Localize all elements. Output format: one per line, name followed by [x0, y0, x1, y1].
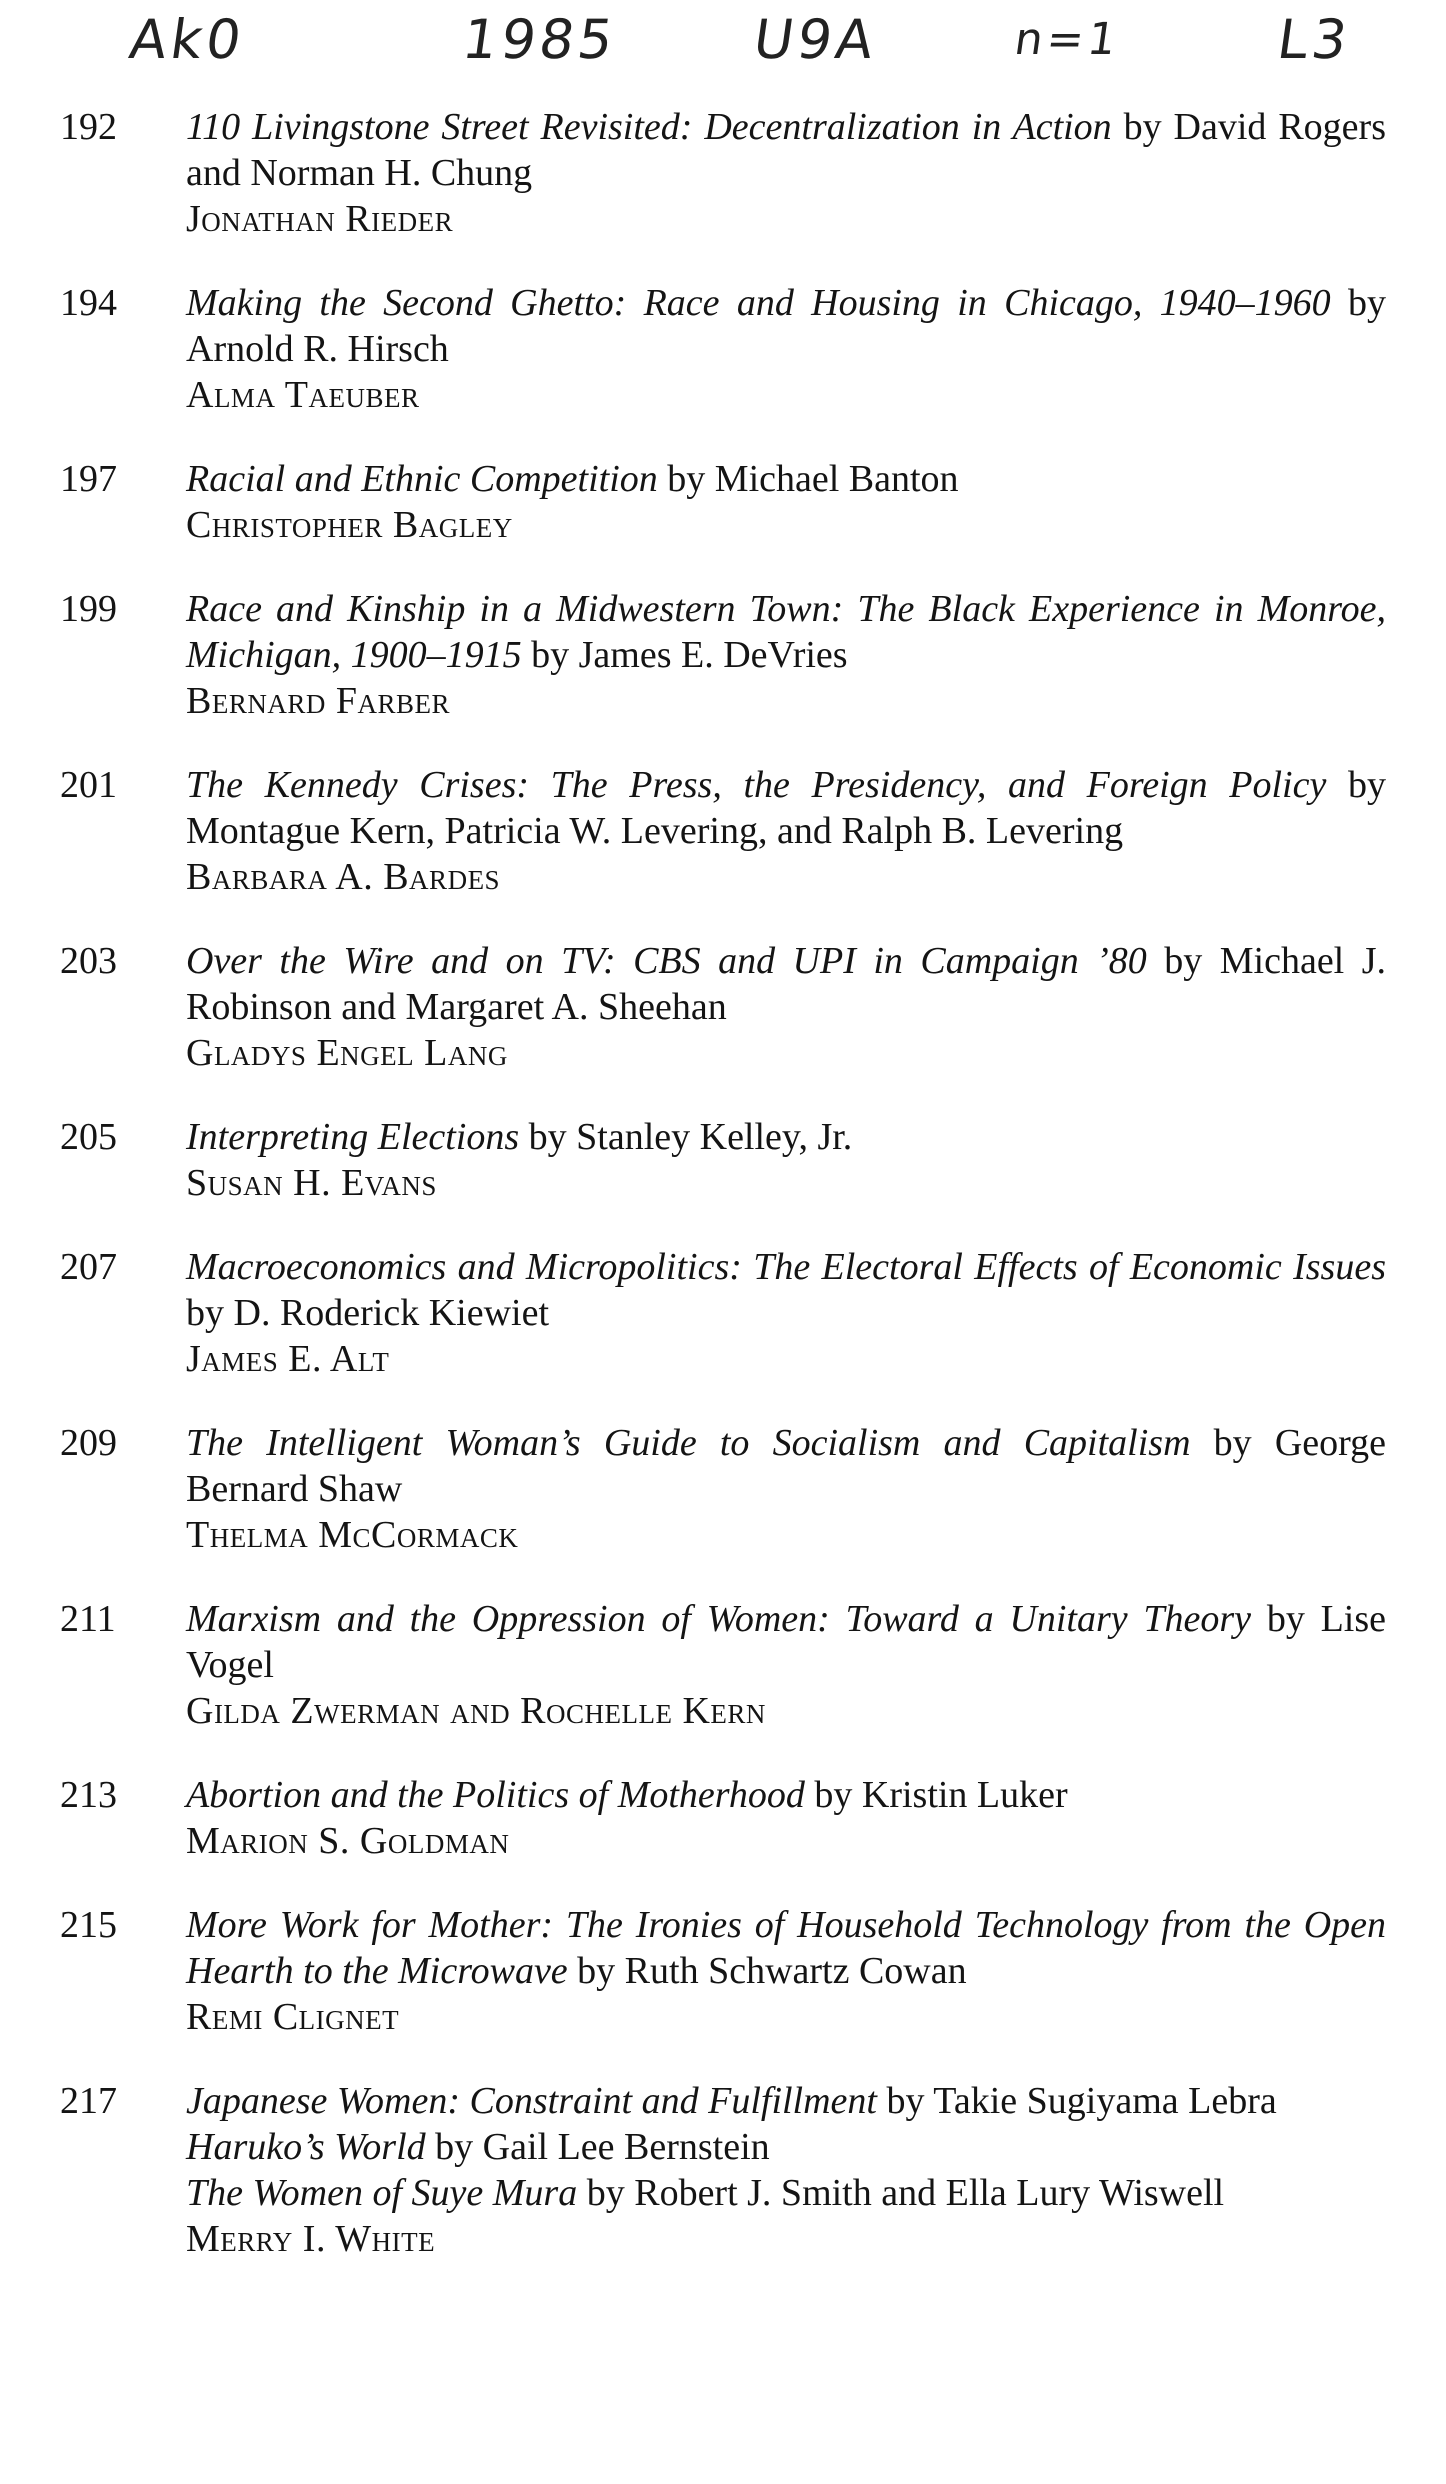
contents-entry: [0, 1244, 1446, 1382]
book-title: The Kennedy Crises: The Press, the Presidency, and Foreign Policy: [186, 764, 1327, 806]
book-title: Race and Kinship in a Midwestern Town: The Black Experience in Monroe, Michigan, 1900–1915: [186, 588, 1386, 676]
contents-entry: [0, 2078, 1446, 2262]
page-number: 209: [60, 1422, 117, 1464]
book-author: by George Bernard Shaw: [186, 1422, 1386, 1510]
page-number: 194: [60, 282, 117, 324]
entry-body: [186, 586, 1386, 724]
book-title: Abortion and the Politics of Motherhood: [186, 1774, 805, 1816]
reviewer-name: Merry I. White: [186, 2218, 436, 2260]
book-citation: [186, 762, 1386, 854]
book-title: Haruko’s World: [186, 2126, 426, 2168]
page-number: 213: [60, 1774, 117, 1816]
entry-body: [186, 1596, 1386, 1734]
book-title: The Intelligent Woman’s Guide to Socialism and Capitalism: [186, 1422, 1191, 1464]
page-number: 197: [60, 458, 117, 500]
contents-entry: [0, 1596, 1446, 1734]
contents-entry: [0, 456, 1446, 548]
book-citation: [186, 1902, 1386, 1994]
page-number: 207: [60, 1246, 117, 1288]
book-author: by Robert J. Smith and Ella Lury Wiswell: [577, 2172, 1225, 2214]
book-title: Racial and Ethnic Competition: [186, 458, 658, 500]
book-citation: [186, 280, 1386, 372]
entry-body: [186, 938, 1386, 1076]
entry-body: [186, 280, 1386, 418]
contents-entry: [0, 104, 1446, 242]
book-author: by D. Roderick Kiewiet: [186, 1292, 550, 1334]
book-author: by Kristin Luker: [804, 1774, 1068, 1816]
entry-body: [186, 1420, 1386, 1558]
book-citation: [186, 104, 1386, 196]
entry-body: [186, 1114, 1386, 1206]
book-author: by James E. DeVries: [521, 634, 848, 676]
reviewer-name: Alma Taeuber: [186, 374, 420, 416]
entry-body: [186, 104, 1386, 242]
book-author: by Michael Banton: [657, 458, 959, 500]
book-author: by Takie Sugiyama Lebra: [876, 2080, 1277, 2122]
reviewer-name: Gilda Zwerman and Rochelle Kern: [186, 1690, 766, 1732]
handwritten-annotation: [125, 4, 1355, 84]
handwritten-mark: L3: [1273, 8, 1355, 71]
entry-body: [186, 2078, 1386, 2262]
book-title: Marxism and the Oppression of Women: Toward a Unitary Theory: [186, 1598, 1252, 1640]
contents-entry: [0, 1902, 1446, 2040]
book-title: Making the Second Ghetto: Race and Housing in Chicago, 1940–1960: [186, 282, 1331, 324]
page-number: 199: [60, 588, 117, 630]
contents-entry: [0, 1420, 1446, 1558]
page-number: 211: [60, 1598, 116, 1640]
contents-entry: [0, 938, 1446, 1076]
book-citation: [186, 586, 1386, 678]
contents-entry: [0, 1114, 1446, 1206]
entry-body: [186, 762, 1386, 900]
handwritten-mark: Ak0: [125, 8, 250, 71]
book-title: Interpreting Elections: [186, 1116, 520, 1158]
entry-body: [186, 1244, 1386, 1382]
book-author: by Montague Kern, Patricia W. Levering, and Ralph B. Levering: [186, 764, 1387, 852]
book-author: by Arnold R. Hirsch: [186, 282, 1386, 370]
reviewer-name: Thelma McCormack: [186, 1514, 519, 1556]
book-title: The Women of Suye Mura: [186, 2172, 578, 2214]
handwritten-mark: U9A: [749, 8, 882, 71]
book-citation: [186, 1596, 1386, 1688]
book-citation: [186, 2170, 1386, 2216]
page-number: 203: [60, 940, 117, 982]
book-title: Over the Wire and on TV: CBS and UPI in Campaign ’80: [186, 940, 1147, 982]
book-author: by Michael J. Robinson and Margaret A. Sheehan: [186, 940, 1386, 1028]
reviewer-name: James E. Alt: [186, 1338, 390, 1380]
book-citation: [186, 938, 1386, 1030]
contents-entry: [0, 280, 1446, 418]
entry-body: [186, 1772, 1386, 1864]
reviewer-name: Bernard Farber: [186, 680, 451, 722]
book-author: by Lise Vogel: [186, 1598, 1386, 1686]
book-citation: [186, 1114, 1386, 1160]
book-citation: [186, 1772, 1386, 1818]
book-citation: [186, 2078, 1386, 2124]
book-citation: [186, 2124, 1386, 2170]
book-citation: [186, 456, 1386, 502]
page-number: 205: [60, 1116, 117, 1158]
reviewer-name: Susan H. Evans: [186, 1162, 437, 1204]
contents-entry: [0, 1772, 1446, 1864]
book-title: More Work for Mother: The Ironies of Household Technology from the Open Hearth to the Microwave: [186, 1904, 1386, 1992]
book-title: Macroeconomics and Micropolitics: The Electoral Effects of Economic Issues: [186, 1246, 1386, 1288]
reviewer-name: Barbara A. Bardes: [186, 856, 501, 898]
book-title: 110 Livingstone Street Revisited: Decentralization in Action: [186, 106, 1112, 148]
book-author: by David Rogers and Norman H. Chung: [186, 106, 1386, 194]
book-author: by Ruth Schwartz Cowan: [567, 1950, 967, 1992]
page-number: 192: [60, 106, 117, 148]
contents-list: [0, 104, 1446, 2300]
reviewer-name: Jonathan Rieder: [186, 198, 454, 240]
book-title: Japanese Women: Constraint and Fulfillment: [186, 2080, 877, 2122]
reviewer-name: Remi Clignet: [186, 1996, 400, 2038]
reviewer-name: Gladys Engel Lang: [186, 1032, 508, 1074]
book-citation: [186, 1420, 1386, 1512]
contents-entry: [0, 586, 1446, 724]
book-citation: [186, 1244, 1386, 1336]
handwritten-mark: n=1: [1011, 14, 1124, 65]
reviewer-name: Christopher Bagley: [186, 504, 513, 546]
page-number: 201: [60, 764, 117, 806]
page-number: 215: [60, 1904, 117, 1946]
entry-body: [186, 456, 1386, 548]
reviewer-name: Marion S. Goldman: [186, 1820, 510, 1862]
entry-body: [186, 1902, 1386, 2040]
book-author: by Stanley Kelley, Jr.: [519, 1116, 853, 1158]
page-number: 217: [60, 2080, 117, 2122]
book-author: by Gail Lee Bernstein: [425, 2126, 770, 2168]
contents-entry: [0, 762, 1446, 900]
handwritten-mark: 1985: [458, 8, 621, 71]
